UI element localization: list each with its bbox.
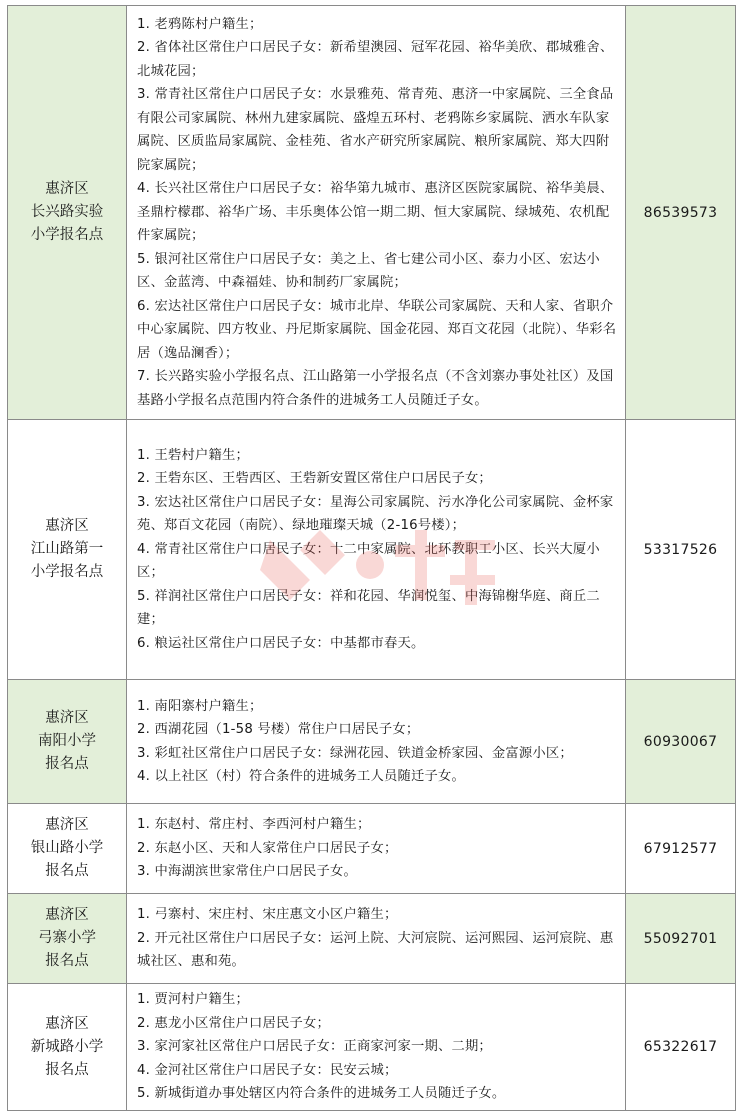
table-row: [8, 420, 736, 680]
area-item: 5. 新城街道办事处辖区内符合条件的进城务工人员随迁子女。: [137, 1086, 506, 1102]
area-item: 2. 开元社区常住户口居民子女：运河上院、大河宸院、运河熙园、运河宸院、惠城社区、惠和苑。: [137, 930, 614, 970]
enrollment-area-cell: [127, 894, 626, 984]
enrollment-area-cell: [127, 804, 626, 894]
school-name-line: 江山路第一: [30, 541, 104, 557]
area-item: 2. 省体社区常住户口居民子女：新希望澳园、冠军花园、裕华美欣、郡城雅舍、北城花园；: [137, 40, 614, 79]
table-row: [8, 894, 736, 984]
area-item: 5. 银河社区常住户口居民子女：美之上、省七建公司小区、泰力小区、宏达小区、金蓝湾、中森福娃、协和制药厂家属院；: [137, 251, 600, 291]
area-item: 6. 宏达社区常住户口居民子女：城市北岸、华联公司家属院、天和人家、省职介中心家属院、四方牧业、丹尼斯家属院、国金花园、郑百文花园（北院）、华彩名居（逸品澜香）；: [137, 298, 617, 361]
school-name-line: 报名点: [45, 756, 89, 772]
phone-number: 86539573: [626, 6, 736, 420]
area-item: 1. 老鸦陈村户籍生；: [137, 16, 263, 32]
table-row: [8, 6, 736, 420]
phone-number: 53317526: [626, 420, 736, 680]
school-name-cell: [8, 894, 127, 984]
phone-number: 55092701: [626, 894, 736, 984]
enrollment-area-cell: [127, 984, 626, 1111]
school-name-cell: [8, 680, 127, 804]
school-name-line: 惠济区: [45, 181, 89, 197]
table-row: [8, 680, 736, 804]
school-name-line: 惠济区: [45, 1015, 89, 1032]
school-name-line: 报名点: [45, 863, 89, 879]
enrollment-area-cell: [127, 680, 626, 804]
area-item: 1. 弓寨村、宋庄村、宋庄惠文小区户籍生；: [137, 907, 398, 923]
school-name-line: 长兴路实验: [30, 204, 104, 220]
area-item: 6. 粮运社区常住户口居民子女：中基都市春天。: [137, 635, 425, 651]
school-name-line: 银山路小学: [30, 840, 104, 856]
school-name-line: 小学报名点: [30, 564, 104, 580]
phone-number: 60930067: [626, 680, 736, 804]
school-name-line: 南阳小学: [38, 733, 96, 749]
area-item: 3. 家河家社区常住户口居民子女：正商家河家一期、二期；: [137, 1039, 492, 1055]
area-item: 3. 常青社区常住户口居民子女：水景雅苑、常青苑、惠济一中家属院、三全食品有限公司家属院、林州九建家属院、盛煌五环村、老鸦陈乡家属院、洒水车队家属院、区质监局家属院、金桂苑、省水产研究所家属院、粮所家属院、郑大四附院家属院；: [137, 87, 614, 173]
school-name-line: 报名点: [45, 953, 89, 969]
area-item: 2. 王砦东区、王砦西区、王砦新安置区常住户口居民子女；: [137, 471, 492, 487]
school-name-line: 报名点: [45, 1061, 89, 1078]
enrollment-area-cell: [127, 6, 626, 420]
area-item: 1. 王砦村户籍生；: [137, 447, 249, 463]
area-item: 4. 金河社区常住户口居民子女：民安云城；: [137, 1062, 398, 1078]
school-name-cell: [8, 804, 127, 894]
school-name-line: 小学报名点: [30, 227, 104, 243]
area-item: 1. 东赵村、常庄村、李西河村户籍生；: [137, 817, 371, 833]
area-item: 2. 东赵小区、天和人家常住户口居民子女；: [137, 840, 398, 856]
school-name-line: 新城路小学: [30, 1038, 104, 1055]
area-item: 2. 西湖花园（1-58 号楼）常住户口居民子女；: [137, 722, 420, 737]
area-item: 3. 中海湖滨世家常住户口居民子女。: [137, 864, 357, 880]
area-item: 2. 惠龙小区常住户口居民子女；: [137, 1015, 330, 1031]
area-item: 4. 以上社区（村）符合条件的进城务工人员随迁子女。: [137, 769, 465, 784]
school-name-line: 惠济区: [45, 817, 89, 833]
area-item: 3. 彩虹社区常住户口居民子女：绿洲花园、铁道金桥家园、金富源小区；: [137, 745, 573, 761]
area-item: 1. 南阳寨村户籍生；: [137, 698, 263, 714]
school-name-line: 弓寨小学: [38, 930, 96, 946]
area-item: 4. 常青社区常住户口居民子女：十二中家属院、北环教职工小区、长兴大厦小区；: [137, 541, 600, 581]
school-name-cell: [8, 984, 127, 1111]
school-name-cell: [8, 6, 127, 420]
area-item: 1. 贾河村户籍生；: [137, 992, 249, 1008]
school-name-cell: [8, 420, 127, 680]
phone-number: 67912577: [626, 804, 736, 894]
enrollment-table: [7, 5, 736, 1111]
area-item: 5. 祥润社区常住户口居民子女：祥和花园、华润悦玺、中海锦榭华庭、商丘二建；: [137, 588, 600, 628]
school-name-line: 惠济区: [45, 710, 89, 726]
enrollment-area-cell: [127, 420, 626, 680]
area-item: 4. 长兴社区常住户口居民子女：裕华第九城市、惠济区医院家属院、裕华美晨、圣鼎柠檬郡、裕华广场、丰乐奥体公馆一期二期、恒大家属院、绿城苑、农机配件家属院；: [137, 181, 614, 244]
area-item: 3. 宏达社区常住户口居民子女：星海公司家属院、污水净化公司家属院、金杯家苑、郑百文花园（南院）、绿地璀璨天城（2-16号楼）；: [137, 494, 614, 534]
school-name-line: 惠济区: [45, 907, 89, 923]
phone-number: 65322617: [626, 984, 736, 1111]
school-name-line: 惠济区: [45, 518, 89, 534]
area-item: 7. 长兴路实验小学报名点、江山路第一小学报名点（不含刘寨办事处社区）及国基路小学报名点范围内符合条件的进城务工人员随迁子女。: [137, 369, 614, 408]
table-row: [8, 984, 736, 1111]
table-row: [8, 804, 736, 894]
